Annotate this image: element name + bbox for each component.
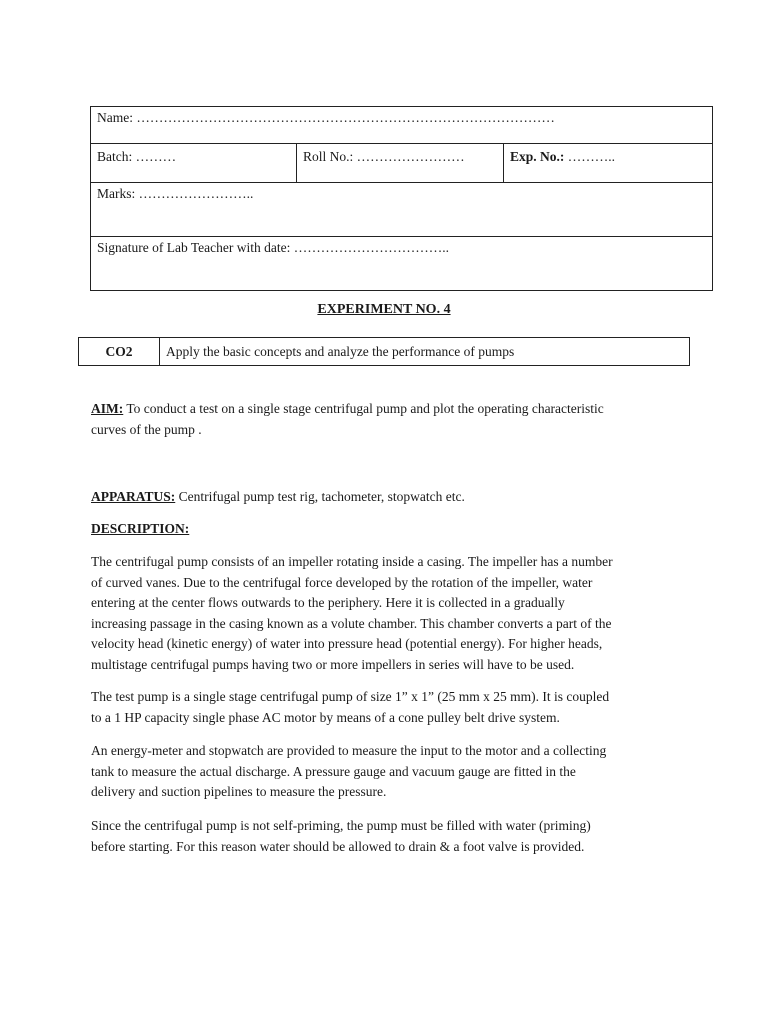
roll-label: Roll No.: — [303, 149, 357, 164]
description-paragraph-2 — [91, 687, 681, 728]
experiment-title-text: EXPERIMENT NO. 4 — [317, 302, 451, 317]
exp-label: Exp. No.: — [510, 149, 565, 164]
aim-text-line1: To conduct a test on a single stage centrifugal pump and plot the operating characteristic — [123, 401, 604, 416]
p4-line: Since the centrifugal pump is not self-priming, the pump must be filled with water (priming) — [91, 818, 591, 833]
roll-field — [297, 144, 504, 183]
p1-line: multistage centrifugal pumps having two or more impellers in series will have to be used. — [91, 656, 575, 672]
p1-line: velocity head (kinetic energy) of water into pressure head (potential energy). For higher heads, — [91, 636, 603, 651]
signature-label: Signature of Lab Teacher with date: …………………………….. — [97, 240, 449, 255]
apparatus-text: Centrifugal pump test rig, tachometer, stopwatch etc. — [175, 489, 465, 504]
description-paragraph-3 — [91, 741, 681, 803]
student-info-table — [90, 106, 713, 291]
p4-line: before starting. For this reason water should be allowed to drain & a foot valve is provided. — [91, 838, 585, 854]
p1-line: of curved vanes. Due to the centrifugal force developed by the rotation of the impeller, water — [91, 574, 593, 590]
exp-field — [504, 144, 713, 183]
apparatus-heading: APPARATUS: — [91, 489, 176, 504]
exp-dots: ……….. — [564, 149, 616, 164]
aim-section — [91, 398, 681, 440]
marks-field — [91, 183, 713, 237]
description-heading: DESCRIPTION: — [91, 521, 190, 536]
marks-label: Marks: …………………….. — [97, 186, 254, 201]
description-paragraph-1 — [91, 552, 681, 675]
apparatus-section — [91, 486, 681, 507]
experiment-title — [0, 301, 768, 318]
description-heading-row — [91, 518, 681, 539]
p1-line: entering at the center flows outwards to the periphery. Here it is collected in a gradually — [91, 595, 565, 610]
course-outcome-table — [78, 337, 690, 366]
batch-field — [91, 144, 297, 183]
p2-line: The test pump is a single stage centrifugal pump of size 1” x 1” (25 mm x 25 mm). It is coupled — [91, 689, 610, 704]
aim-text-line2: curves of the pump . — [91, 422, 202, 437]
co-code: CO2 — [79, 338, 160, 366]
co-description: Apply the basic concepts and analyze the performance of pumps — [160, 338, 690, 366]
aim-heading: AIM: — [91, 401, 124, 416]
name-field — [91, 107, 713, 144]
signature-field — [91, 237, 713, 291]
name-label: Name: ………………………………………………………………………………… — [97, 110, 555, 125]
p1-line: increasing passage in the casing known as a volute chamber. This chamber converts a part of the — [91, 615, 612, 631]
description-paragraph-4 — [91, 816, 681, 857]
p2-line: to a 1 HP capacity single phase AC motor by means of a cone pulley belt drive system. — [91, 709, 560, 725]
p3-line: An energy-meter and stopwatch are provided to measure the input to the motor and a collecting — [91, 743, 607, 758]
p3-line: delivery and suction pipelines to measure the pressure. — [91, 784, 387, 799]
p3-line: tank to measure the actual discharge. A pressure gauge and vacuum gauge are fitted in the — [91, 763, 576, 779]
p1-line: The centrifugal pump consists of an impeller rotating inside a casing. The impeller has a number — [91, 554, 613, 569]
roll-dots: …………………… — [356, 149, 465, 164]
batch-label: Batch: ……… — [97, 149, 177, 164]
